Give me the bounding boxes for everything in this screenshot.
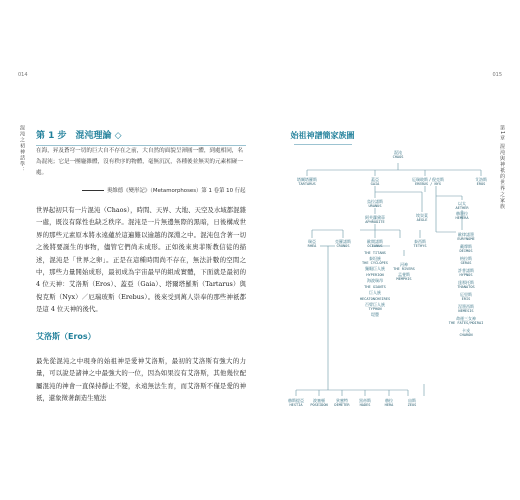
node-label-zh: 赫斯提亞 xyxy=(288,398,304,403)
node-aphrodite xyxy=(365,215,385,225)
node-uranus xyxy=(367,199,383,209)
node-label-zh: 厄里斯 xyxy=(460,292,472,297)
body-paragraph-1: 世界起初只有一片混沌（Chaos），時間、天界、大地、天空及水域都混雜一處，既沒有隊性也缺乏秩序。混沌是一片無邊無際的黑暗，日後構成世界的那些元素原本將永遠蘊於這遍難以逾越的深淵之中。混沌包含著一切之後將要誕生的事物，儘管它們尚未成形。正如後來奧菲斯教信徒的描述，混沌是「世界之卵」。正是在這種時間尚不存在，無法計數的空間之中，那些力量開始成形，最初成為宇宙最早的組成實體，下面就是最初的 4 位天神：艾洛斯（Eros）、蓋亞（Gaia）、塔爾塔羅斯（Tartarus）與倪克斯（Nyx）／厄瑞玻斯（Erebus）。後來受到萬人崇奉的那些神祇都是這 4 位天神的後代。 xyxy=(36,206,246,314)
node-label-zh: 瑞亞 xyxy=(308,239,316,244)
node-label-en: HYPERION xyxy=(366,273,384,277)
node-label-zh: 百臂巨人族 xyxy=(364,302,385,307)
node-zeus xyxy=(408,398,417,408)
node-label-zh: 埃癸萊 xyxy=(416,213,428,218)
node-label-en: HESTIA xyxy=(289,403,303,407)
node-demeter xyxy=(334,398,349,408)
eros-subheading: 艾洛斯（Eros） xyxy=(36,332,96,341)
node-label-en: CRONOS xyxy=(336,244,350,248)
node-label-zh: 海波瑞昂 xyxy=(366,278,383,283)
node-label-zh: 孟斐斯 xyxy=(397,272,410,277)
node-gaia xyxy=(371,177,380,187)
page-number-right: 015 xyxy=(492,72,502,78)
node-label-zh: 堤豐 xyxy=(370,312,379,317)
node-hera xyxy=(385,398,394,408)
node-label-en: POSEIDON xyxy=(310,403,328,407)
left-margin-title: 混沌之初神話學： xyxy=(19,125,25,173)
node-label-en: THE GIANTS xyxy=(364,285,386,289)
node-label-zh: 河神 xyxy=(399,262,408,267)
node-label-en: URANUS xyxy=(368,204,382,208)
node-label-en: TYPHON xyxy=(368,307,382,311)
node-label-zh: 赫墨拉 xyxy=(455,211,468,216)
node-hemera xyxy=(456,211,469,221)
node-hades xyxy=(359,398,371,408)
node-label-zh: 阿芙蘿黛蒂 xyxy=(365,215,385,220)
node-aegle xyxy=(416,213,428,223)
node-label-en: THE CYCLOPES xyxy=(362,261,388,265)
node-hestia xyxy=(288,398,304,408)
node-label-en: APHRODITE xyxy=(365,220,385,224)
node-label-en: HECATONCHEIRES xyxy=(359,297,391,301)
node-label-zh: 宙斯 xyxy=(408,398,416,403)
node-label-en: NEMESIS xyxy=(458,309,474,313)
node-rhea xyxy=(308,239,317,249)
node-label-en: THE FATES/MOIRAI xyxy=(448,321,484,325)
node-poseidon xyxy=(310,398,327,408)
node-label-en: CHAOS xyxy=(392,155,404,159)
node-label-en: MEMPHIS xyxy=(396,277,412,281)
node-label-zh: 命運三女神 xyxy=(456,316,476,321)
node-label-zh: 赫拉 xyxy=(385,398,393,403)
node-label-zh: 塔爾塔羅斯 xyxy=(297,177,317,182)
node-label-zh: 波塞頓 xyxy=(313,398,325,403)
node-nyx-children xyxy=(449,232,484,338)
node-label-zh: 狄蜜特 xyxy=(336,398,348,403)
node-label-zh: 達那托斯 xyxy=(458,280,474,285)
node-label-zh: 艾洛斯 xyxy=(475,177,487,182)
node-label-en: EROS xyxy=(476,182,486,186)
node-label-en: RHEA xyxy=(307,244,317,248)
body-paragraph-2: 最先從混沌之中現身的始祖神是愛神艾洛斯，最初的艾洛斯有強大的力量，可以說是諸神之中最強大的一位，因為如果沒有艾洛斯，其他幾位配屬混沌的神會一直保持靜止不變，永遠無法生育，而艾洛斯不僅是愛的神祇，還象徵著創造生殖法 xyxy=(36,357,246,403)
node-label-zh: 戴摩斯 xyxy=(460,244,472,249)
node-label-en: TETHYS xyxy=(413,244,427,248)
right-margin-title: 第1章 混沌與神祇的世界之家族 xyxy=(499,125,505,210)
node-label-zh: 許普諾斯 xyxy=(458,268,474,273)
node-label-en: OCEANUS xyxy=(367,244,383,248)
node-label-en: EURYNOME xyxy=(457,237,475,241)
node-label-en: HADES xyxy=(359,403,371,407)
node-label-en: CHARON xyxy=(459,333,473,337)
node-label-en: ZEUS xyxy=(407,403,417,407)
node-label-en: HEMERA xyxy=(455,216,469,220)
node-eros xyxy=(475,177,487,187)
node-label-zh: 巨人族 xyxy=(368,290,381,295)
node-label-zh: 混沌 xyxy=(393,150,402,155)
node-label-zh: 黑帝斯 xyxy=(359,398,371,403)
node-rivers xyxy=(393,262,415,282)
section-title-text: 第 1 步 混沌理論 ◇ xyxy=(36,131,122,141)
node-label-zh: 蓋亞 xyxy=(371,177,379,182)
node-label-en: ERIS xyxy=(461,297,471,301)
node-label-zh: 克羅諾斯 xyxy=(335,239,351,244)
node-label-zh: 卡戎 xyxy=(462,328,470,333)
node-label-en: AETHER xyxy=(455,206,469,210)
node-label-en: THANATOS xyxy=(457,285,475,289)
node-label-zh: 格拉斯 xyxy=(460,256,472,261)
node-label-en: AEGLE xyxy=(416,218,428,222)
intro-quote-text: 在海，昇及蒼穹一切的巨大自不存在之前，大自然的面貌呈渾圓一體，到處相同，名為混沌；它是一團龐雜體，沒有秩序的物體，毫無沉沉，各種後並無災的元素相碰一處。 xyxy=(36,148,243,176)
node-gaia-children xyxy=(360,239,390,317)
node-label-zh: 涅墨西斯 xyxy=(458,304,474,309)
node-label-en: THE TITANS xyxy=(364,251,386,255)
node-label-zh: 泰西斯 xyxy=(413,239,426,244)
node-label-zh: 獨眼巨人族 xyxy=(364,266,385,271)
node-label-zh: 烏拉諾斯 xyxy=(367,199,383,204)
page-number-left: 014 xyxy=(18,72,28,78)
node-label-zh: 歐律諾墨 xyxy=(458,232,474,237)
node-chaos xyxy=(393,150,404,160)
family-tree-title-text: 始祖神譜簡家族圖 xyxy=(290,131,355,140)
node-tartarus xyxy=(297,177,317,187)
node-label-en: THE RIVERS xyxy=(393,267,415,271)
node-label-en: HERA xyxy=(384,403,394,407)
node-label-zh: 以太 xyxy=(457,201,466,206)
node-label-zh: 厄瑞玻斯 / 倪克斯 xyxy=(412,177,444,182)
node-label-en: DEMETER xyxy=(334,403,350,407)
node-label-zh: 歐開諾斯 xyxy=(366,239,383,244)
attribution-text: 奧維德《變形記》（Metamorphoses）第 1 卷第 10 行起 xyxy=(107,188,246,194)
node-aether xyxy=(456,201,469,211)
node-label-en: GAIA xyxy=(370,182,380,186)
node-label-en: DEIMOS xyxy=(459,249,473,253)
node-tethys xyxy=(414,239,427,249)
node-label-en: EREBUS / NYX xyxy=(415,182,441,186)
node-erebus-nyx xyxy=(412,177,444,187)
node-cronos xyxy=(335,239,351,249)
node-label-en: TARTARUS xyxy=(298,182,316,186)
node-label-en: GERAS xyxy=(460,261,472,265)
node-label-en: HYPNOS xyxy=(459,273,473,277)
node-label-zh: 泰坦族 xyxy=(368,256,381,261)
